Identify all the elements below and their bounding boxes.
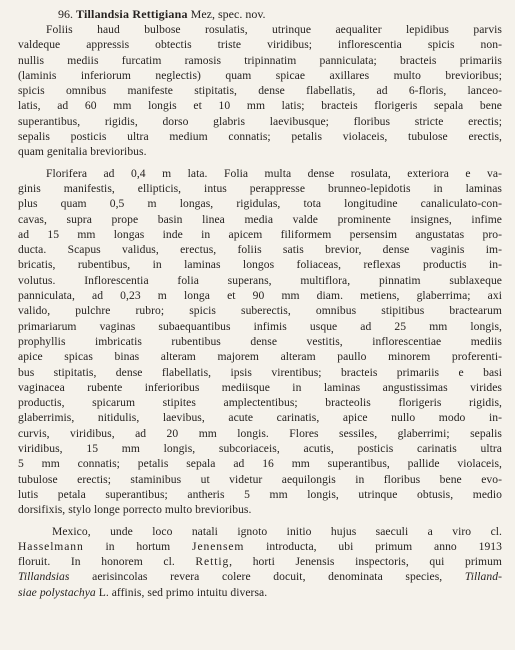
text-line: viridibus, 15 mm longis, subcoriaceis, acutis, posticis carinatis ultra [18,442,502,456]
text-line: 5 mm connatis; petalis sepala ad 16 mm superantibus, pallide violaceis, [18,457,502,471]
text-line: vaginacea rubente inferioribus mediisque in laminas angustissimas virides [18,380,502,394]
text-line: (laminis inferiorum neglectis) quam spicae axillares multo brevioribus; [18,68,502,82]
text-line: primariarum vaginas subaequantibus infimis usque ad 25 mm longis, [18,319,502,333]
text-line: tubulose erectis; staminibus ut videtur aequilongis in floribus bene evo- [18,472,502,486]
text-line: nullis mediis furcatim ramosis tripinnatim panniculata; bracteis primariis [18,53,502,67]
text-line: ad 15 mm longas inde in apicem filiformem persensim angustatas pro- [18,227,502,241]
text-line: curvis, viridibus, ad 20 mm longis. Flores sessiles, glaberrimi; sepalis [18,426,502,440]
diagnosis-paragraph [18,22,502,160]
honoree-name: Rettig [195,555,230,569]
distribution-paragraph [18,524,502,600]
text-line: floruit. In honorem cl. Rettig, horti Jenensis inspectoris, qui primum [18,555,502,569]
text-line: productis, spicarum stipites amplectentibus; bracteolis florigeris rigidis, [18,396,502,410]
text-line: sepalis posticis ultra medium connatis; petalis violaceis, tubulose erectis, [18,130,502,144]
species-heading [18,6,502,22]
text-line: quam genitalia brevioribus. [18,145,147,159]
text-line: apice spicas binas alteram majorem alteram paullo minorem proferenti- [18,350,502,364]
description-paragraph [18,166,502,518]
text-line: Hasselmann in hortum Jenensem introducta, ubi primum anno 1913 [18,539,502,553]
text-line: prophyllis imbricatis rubentibus dense vestitis, inflorescentiae mediis [18,334,502,348]
text-line: Foliis haud bulbose rosulatis, utrinque aequaliter lepidibus parvis [46,23,502,36]
text-line: panniculata, ad 0,23 m longa et 90 mm diam. metiens, glaberrima; axi [18,289,502,303]
species-name: Tillandsia Rettigiana [76,7,188,21]
text-line: cavas, supra prope basin linea media valde prominente insignes, infime [18,212,502,226]
text-line: plus quam 0,5 m longas, rigidulas, tota longitudine canaliculato-con- [18,197,502,211]
text-line: glaberrimis, nitidulis, laevibus, acute carinatis, apice nullo modo in- [18,411,502,425]
text-line: Florifera ad 0,4 m lata. Folia multa dense rosulata, exteriora e va- [46,166,502,180]
text-line: Tillandsias aerisincolas revera colere docuit, denominata species, Tilland- [18,570,502,584]
text-block [18,6,502,600]
place-name: Jenensem [192,539,245,553]
text-line: Mexico, unde loco natali ignoto initio hujus saeculi a viro cl. [52,524,502,538]
text-line: siae polystachya L. affinis, sed primo intuitu diversa. [18,585,268,599]
text-line: lutis petala superantibus; antheris 5 mm longis, utrinque obtusis, medio [18,487,502,501]
text-line: latis, ad 60 mm longis et 10 mm latis; bracteis florigeris sepala bene [18,99,502,113]
genus-italic: Tillandsias [18,570,70,584]
collector-name: Hasselmann [18,539,84,553]
text-line: ducta. Scapus validus, erectus, foliis satis brevior, dense vaginis im- [18,243,502,257]
text-line: bricatis, rubentibus, in laminas longos foliaceas, reflexas productis in- [18,258,502,272]
text-line: superantibus, rigidis, dorso glabris laevibusque; floribus stricte erectis; [18,114,502,128]
text-line: valdeque appressis obtectis triste viridibus; inflorescentia spicis non- [18,38,502,52]
text-line: bus stipitatis, dense flabellatis, ipsis virentibus; bracteis primariis e basi [18,365,502,379]
text-line: spicis omnibus manifeste stipitatis, dense flabellatis, ad 6-floris, lanceo- [18,84,502,98]
text-line: ginis manifestis, ellipticis, intus perappresse brunneo-lepidotis in laminas [18,181,502,195]
species-italic: siae polystachya [18,585,96,599]
text-line: valido, pulchre rubro; spicis suberectis, omnibus stipitibus bractearum [18,304,502,318]
genus-italic: Tilland- [464,570,502,584]
species-number: 96. [58,7,73,21]
species-authority: Mez, spec. nov. [190,7,266,21]
text-line: dorsifixis, stylo longe porrecto multo brevioribus. [18,503,252,517]
text-line: volutus. Inflorescentia folia superans, multiflora, pinnatim sublaxeque [18,273,502,287]
